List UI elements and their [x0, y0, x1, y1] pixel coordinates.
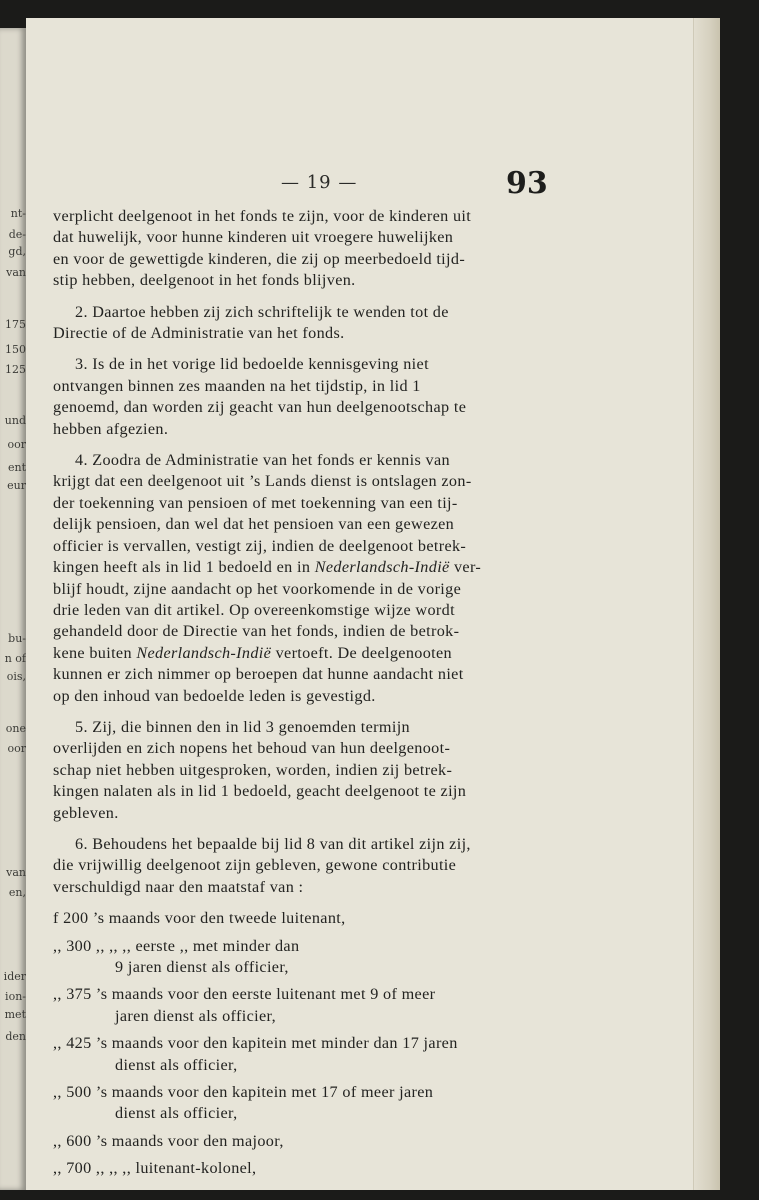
text-line: 2. Daartoe hebben zij zich schriftelijk te wenden tot de: [75, 302, 449, 321]
prev-page-fragment: one: [5, 722, 26, 735]
tariff-line: ,, 600 ’s maands voor den majoor,: [53, 1131, 284, 1150]
prev-page-fragment: eur: [7, 479, 26, 492]
prev-page-fragment: n of: [4, 652, 26, 665]
prev-page-fragment: 175: [5, 318, 26, 331]
text-line: kunnen er zich nimmer op beroepen dat hunne aandacht niet: [53, 665, 464, 684]
prev-page-fragment: van: [6, 866, 26, 879]
tariff-item: [53, 1082, 573, 1125]
paragraph: [53, 354, 573, 440]
prev-page-fragment: und: [4, 414, 26, 427]
prev-page-fragment: ois,: [6, 670, 26, 683]
page-number-outer: 93: [506, 166, 548, 201]
text-line: verplicht deelgenoot in het fonds te zijn, voor de kinderen uit: [53, 207, 472, 225]
prev-page-fragment: en,: [8, 886, 26, 899]
text-line: gehandeld door de Directie van het fonds, indien de betrok-: [53, 622, 460, 641]
paragraph: [53, 450, 573, 707]
prev-page-fragment: de-: [8, 228, 26, 241]
text-line: schap niet hebben uitgesproken, worden, indien zij betrek-: [53, 760, 453, 779]
text-line: blijf houdt, zijne aandacht op het voorkomende in de vorige: [53, 579, 462, 598]
tariff-item: [53, 908, 573, 929]
text-line: gebleven.: [53, 803, 119, 822]
prev-page-fragment: gd,: [8, 245, 26, 258]
text-line: hebben afgezien.: [53, 419, 169, 438]
paragraph: [53, 206, 573, 292]
text-line: ontvangen binnen zes maanden na het tijdstip, in lid 1: [53, 376, 421, 395]
tariff-item: [53, 936, 573, 979]
tariff-line: ,, 700 ,, ,, ,, luitenant-kolonel,: [53, 1159, 257, 1178]
prev-page-fragment: van: [6, 266, 26, 279]
prev-page-fragment: nt-: [10, 207, 26, 220]
text-line: en voor de gewettigde kinderen, die zij op meerbedoeld tijd-: [53, 249, 466, 268]
text-line: 4. Zoodra de Administratie van het fonds er kennis van: [75, 451, 450, 470]
text-line: genoemd, dan worden zij geacht van hun deelgenootschap te: [53, 398, 467, 417]
text-line: delijk pensioen, dan wel dat het pensioen van een gewezen: [53, 515, 455, 534]
prev-page-fragment: 150: [5, 343, 26, 356]
text-line: der toekenning van pensioen of met toekenning van een tij-: [53, 493, 458, 512]
text-line: officier is vervallen, vestigt zij, indien de deelgenoot betrek-: [53, 536, 467, 555]
tariff-item: [53, 1158, 573, 1179]
book-page: [26, 18, 720, 1190]
text-line: 3. Is de in het vorige lid bedoelde kennisgeving niet: [75, 355, 429, 374]
text-line: op den inhoud van bedoelde leden is gevestigd.: [53, 686, 376, 705]
text-line: drie leden van dit artikel. Op overeenkomstige wijze wordt: [53, 600, 455, 619]
text-line: 5. Zij, die binnen den in lid 3 genoemden termijn: [75, 717, 410, 736]
prev-page-fragment: ider: [3, 970, 26, 983]
paragraph: [53, 717, 573, 824]
text-line: 6. Behoudens het bepaalde bij lid 8 van dit artikel zijn zij,: [75, 834, 471, 853]
tariff-continuation: jaren dienst als officier,: [115, 1006, 276, 1025]
tariff-line: ,, 425 ’s maands voor den kapitein met minder dan 17 jaren: [53, 1034, 458, 1053]
prev-page-fragment: met: [4, 1008, 26, 1021]
text-line: verschuldigd naar den maatstaf van :: [53, 877, 304, 896]
text-line: overlijden en zich nopens het behoud van hun deelgenoot-: [53, 739, 451, 758]
text-line: dat huwelijk, voor hunne kinderen uit vroegere huwelijken: [53, 228, 454, 247]
page-header: [26, 166, 720, 206]
prev-page-fragment: ion-: [5, 990, 26, 1003]
text-line: die vrijwillig deelgenoot zijn gebleven, gewone contributie: [53, 856, 457, 875]
prev-page-fragment: oor: [7, 742, 26, 755]
tariff-line: ,, 500 ’s maands voor den kapitein met 17 of meer jaren: [53, 1083, 434, 1102]
prev-page-fragment: ent: [7, 461, 26, 474]
tariff-item: [53, 1131, 573, 1152]
tariff-line: ,, 300 ,, ,, ,, eerste ,, met minder dan: [53, 936, 300, 955]
prev-page-fragment: oor: [7, 438, 26, 451]
tariff-continuation: dienst als officier,: [115, 1104, 238, 1123]
tariff-line: ,, 375 ’s maands voor den eerste luitenant met 9 of meer: [53, 985, 436, 1004]
italic-place-name: Nederlandsch-Indië: [136, 643, 272, 662]
tariff-line: f 200 ’s maands voor den tweede luitenant,: [53, 909, 346, 928]
prev-page-fragment: bu-: [8, 632, 26, 645]
tariff-item: [53, 984, 573, 1027]
text-line: krijgt dat een deelgenoot uit ’s Lands dienst is ontslagen zon-: [53, 472, 472, 491]
text-line: stip hebben, deelgenoot in het fonds blijven.: [53, 271, 356, 290]
prev-page-fragment: den: [5, 1030, 26, 1043]
text-line: kene buiten Nederlandsch-Indië vertoeft. De deelgenooten: [53, 643, 452, 662]
prev-page-fragment: 125: [5, 363, 26, 376]
tariff-continuation: dienst als officier,: [115, 1055, 238, 1074]
text-line: kingen nalaten als in lid 1 bedoeld, geacht deelgenoot te zijn: [53, 782, 467, 801]
page-number-inner: — 19 —: [281, 172, 358, 193]
paragraph: [53, 302, 573, 345]
previous-page-edge: [0, 28, 26, 1190]
italic-place-name: Nederlandsch-Indië: [314, 558, 450, 577]
tariff-item: [53, 1033, 573, 1076]
text-line: Directie of de Administratie van het fonds.: [53, 324, 345, 343]
text-line: kingen heeft als in lid 1 bedoeld en in Nederlandsch-Indië ver-: [53, 558, 482, 577]
tariff-continuation: 9 jaren dienst als officier,: [115, 958, 289, 976]
paragraph: [53, 834, 573, 898]
body-text: [53, 206, 573, 1186]
